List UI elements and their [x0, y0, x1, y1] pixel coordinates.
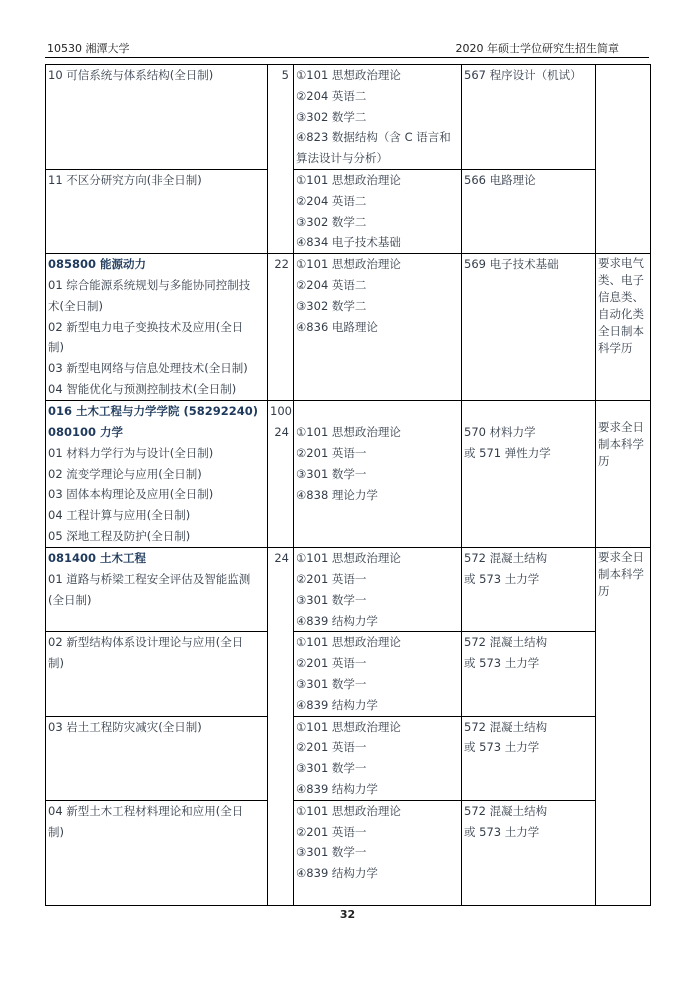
retest-item: 或 573 土力学 — [464, 656, 540, 671]
exam-item: ③301 数学一 — [296, 676, 367, 691]
college-quota-value: 100 — [270, 404, 292, 419]
retest-cell — [462, 800, 596, 905]
exam-item: ②201 英语一 — [296, 571, 367, 586]
exam-item: ④838 理论力学 — [296, 487, 378, 502]
exam-cell — [294, 716, 462, 800]
document-title: 2020 年硕士学位研究生招生简章 — [455, 42, 619, 55]
table-row — [46, 800, 651, 905]
exam-item: ①101 思想政治理论 — [296, 257, 401, 272]
note-cell — [596, 65, 651, 254]
direction-cell — [46, 254, 268, 401]
exam-item: ③302 数学二 — [296, 214, 367, 229]
direction-text: 03 岩土工程防灾减灾(全日制) — [48, 719, 202, 734]
exam-cell — [294, 632, 462, 716]
exam-item: ①101 思想政治理论 — [296, 68, 401, 82]
major-title: 085800 能源动力 — [48, 257, 147, 272]
table-row — [46, 170, 651, 254]
note-cell — [596, 254, 651, 401]
exam-item: 算法设计与分析） — [296, 151, 388, 166]
direction-text: 05 深地工程及防护(全日制) — [48, 528, 191, 543]
exam-item: ①101 思想政治理论 — [296, 425, 401, 440]
retest-item: 或 571 弹性力学 — [464, 445, 551, 460]
retest-cell — [462, 254, 596, 401]
exam-item: ②201 英语一 — [296, 740, 367, 755]
retest-cell — [462, 65, 596, 170]
major-title: 081400 土木工程 — [48, 551, 147, 566]
quota-cell — [268, 65, 294, 254]
direction-text: 制) — [48, 656, 64, 671]
direction-text: 术(全日制) — [48, 298, 103, 313]
direction-cell — [46, 548, 268, 632]
exam-cell — [294, 170, 462, 254]
retest-item: 或 573 土力学 — [464, 571, 540, 586]
exam-item: ③301 数学一 — [296, 845, 367, 860]
exam-item: ①101 思想政治理论 — [296, 719, 401, 734]
exam-item: ③301 数学一 — [296, 466, 367, 481]
exam-item: ④836 电路理论 — [296, 319, 378, 334]
exam-item: ④839 结构力学 — [296, 697, 378, 712]
direction-text: 01 材料力学行为与设计(全日制) — [48, 445, 214, 460]
exam-item: ④839 结构力学 — [296, 866, 378, 881]
quota-value: 24 — [274, 551, 289, 566]
retest-item: 572 混凝土结构 — [464, 635, 548, 650]
direction-text: 制) — [48, 340, 64, 355]
direction-cell — [46, 65, 268, 170]
direction-text: 04 新型土木工程材料理论和应用(全日 — [48, 803, 244, 818]
exam-item: ②201 英语一 — [296, 445, 367, 460]
exam-item: ②204 英语二 — [296, 88, 367, 103]
exam-item: ①101 思想政治理论 — [296, 635, 401, 650]
exam-item: ④839 结构力学 — [296, 613, 378, 628]
quota-cell — [268, 548, 294, 906]
exam-item: ③301 数学一 — [296, 592, 367, 607]
direction-text: 03 新型电网络与信息处理技术(全日制) — [48, 361, 248, 376]
note-text: 要求全日制本科学历 — [598, 550, 644, 599]
page-header — [45, 37, 649, 58]
direction-text: 02 流变学理论与应用(全日制) — [48, 466, 202, 481]
table-row — [46, 254, 651, 401]
quota-cell — [268, 401, 294, 548]
direction-text: 04 智能优化与预测控制技术(全日制) — [48, 381, 237, 396]
exam-item: ④834 电子技术基础 — [296, 235, 401, 250]
quota-value: 24 — [274, 424, 289, 439]
college-title: 016 土木工程与力学学院 (58292240) — [48, 404, 259, 419]
retest-item: 569 电子技术基础 — [464, 257, 559, 272]
retest-item: 572 混凝土结构 — [464, 551, 548, 566]
exam-item: ②204 英语二 — [296, 193, 367, 208]
note-cell — [596, 548, 651, 906]
quota-value: 22 — [274, 257, 289, 272]
exam-item: ①101 思想政治理论 — [296, 803, 401, 818]
exam-item: ③301 数学一 — [296, 761, 367, 776]
table-row — [46, 716, 651, 800]
retest-item: 570 材料力学 — [464, 425, 536, 440]
table-row — [46, 401, 651, 548]
table-row — [46, 65, 651, 170]
direction-cell — [46, 800, 268, 905]
direction-text: (全日制) — [48, 592, 92, 607]
direction-text: 03 固体本构理论及应用(全日制) — [48, 487, 214, 502]
retest-cell — [462, 716, 596, 800]
retest-item: 或 573 土力学 — [464, 740, 540, 755]
exam-item: ①101 思想政治理论 — [296, 173, 401, 187]
retest-cell — [462, 170, 596, 254]
program-table — [45, 64, 651, 906]
retest-item: 567 程序设计（机试） — [464, 68, 582, 82]
direction-text: 制) — [48, 824, 64, 839]
note-cell — [596, 401, 651, 548]
quota-value: 5 — [281, 68, 289, 82]
exam-cell — [294, 65, 462, 170]
direction-cell — [46, 170, 268, 254]
direction-text: 02 新型电力电子变换技术及应用(全日 — [48, 319, 244, 334]
direction-cell — [46, 716, 268, 800]
retest-item: 572 混凝土结构 — [464, 803, 548, 818]
table-row — [46, 548, 651, 632]
direction-text: 10 可信系统与体系结构(全日制) — [48, 68, 214, 82]
exam-cell — [294, 800, 462, 905]
retest-item: 566 电路理论 — [464, 173, 536, 187]
direction-text: 11 不区分研究方向(非全日制) — [48, 173, 202, 187]
exam-item: ②204 英语二 — [296, 277, 367, 292]
exam-item: ②201 英语一 — [296, 656, 367, 671]
exam-cell — [294, 548, 462, 632]
retest-cell — [462, 548, 596, 632]
retest-item: 572 混凝土结构 — [464, 719, 548, 734]
quota-cell — [268, 254, 294, 401]
exam-item: ①101 思想政治理论 — [296, 551, 401, 566]
exam-item: ④823 数据结构（含 C 语言和 — [296, 130, 451, 145]
retest-cell — [462, 401, 596, 548]
exam-cell — [294, 401, 462, 548]
note-text: 要求全日制本科学历 — [598, 420, 644, 469]
exam-item: ②201 英语一 — [296, 824, 367, 839]
exam-item: ④839 结构力学 — [296, 781, 378, 796]
direction-cell — [46, 401, 268, 548]
exam-item: ③302 数学二 — [296, 298, 367, 313]
university-label: 10530 湘潭大学 — [47, 42, 130, 55]
direction-text: 02 新型结构体系设计理论与应用(全日 — [48, 635, 244, 650]
exam-cell — [294, 254, 462, 401]
exam-item: ③302 数学二 — [296, 109, 367, 124]
direction-cell — [46, 632, 268, 716]
table-row — [46, 632, 651, 716]
direction-text: 01 综合能源系统规划与多能协同控制技 — [48, 277, 251, 292]
major-title: 080100 力学 — [48, 424, 124, 439]
retest-item: 或 573 土力学 — [464, 824, 540, 839]
direction-text: 01 道路与桥梁工程安全评估及智能监测 — [48, 571, 251, 586]
retest-cell — [462, 632, 596, 716]
note-text: 要求电气类、电子信息类、自动化类全日制本科学历 — [598, 256, 644, 356]
page-number: 32 — [339, 908, 356, 921]
direction-text: 04 工程计算与应用(全日制) — [48, 508, 191, 523]
